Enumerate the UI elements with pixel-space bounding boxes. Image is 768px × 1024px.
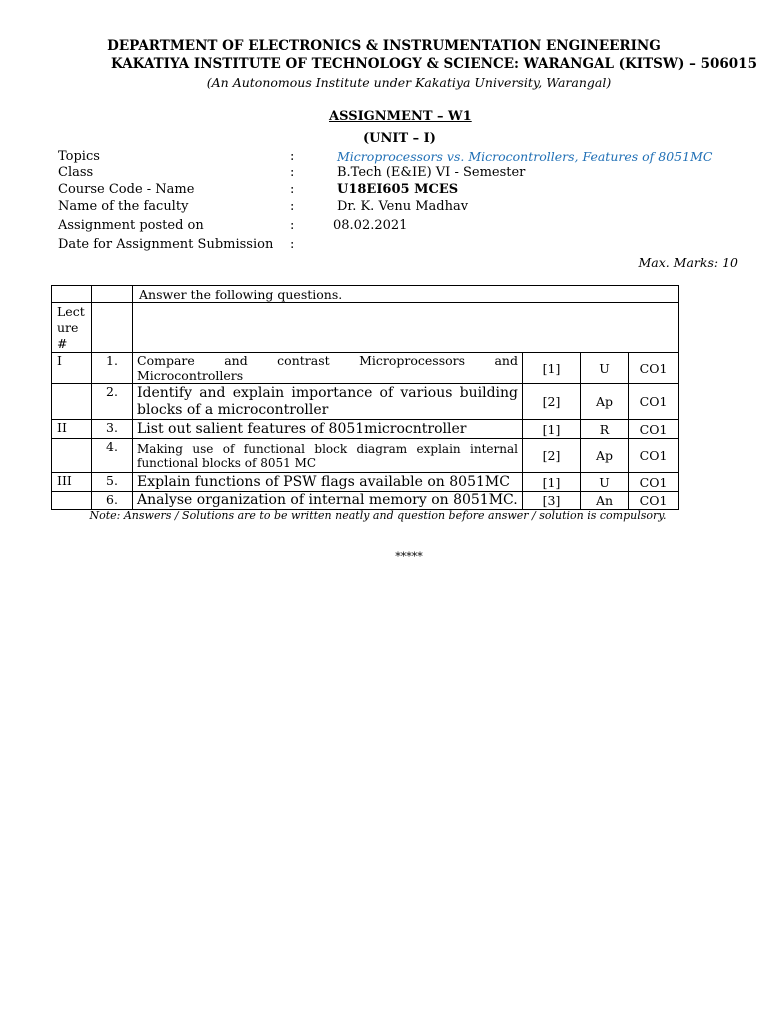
lecture-number: III: [52, 473, 92, 492]
question-text: Compare and contrast Microprocessors and Microcontrollers: [133, 353, 523, 384]
lecture-number: [52, 439, 92, 473]
blooms-level: U: [581, 473, 629, 492]
table-row: [52, 353, 679, 384]
table-instruction-row: [52, 286, 679, 303]
meta-label: Date for Assignment Submission: [58, 237, 274, 252]
meta-value-topics: Microprocessors vs. Microcontrollers, Features of 8051MC: [337, 149, 713, 164]
table-cell: [52, 286, 92, 303]
question-marks: [1]: [523, 353, 581, 384]
department-heading: DEPARTMENT OF ELECTRONICS & INSTRUMENTATION ENGINEERING: [107, 38, 661, 54]
question-number: 5.: [92, 473, 133, 492]
meta-colon: :: [290, 218, 295, 233]
lecture-number: I: [52, 353, 92, 384]
question-number: 4.: [92, 439, 133, 473]
institute-heading: KAKATIYA INSTITUTE OF TECHNOLOGY & SCIENCE: WARANGAL (KITSW) – 506015: [111, 56, 757, 72]
questions-table: [51, 285, 679, 510]
question-number: 1.: [92, 353, 133, 384]
question-marks: [3]: [523, 492, 581, 510]
course-outcome: CO1: [629, 353, 679, 384]
question-number: 6.: [92, 492, 133, 510]
question-text: Identify and explain importance of various building blocks of a microcontroller: [133, 384, 523, 420]
table-cell: [133, 303, 679, 353]
question-marks: [1]: [523, 473, 581, 492]
question-text: Explain functions of PSW flags available on 8051MC: [133, 473, 523, 492]
question-marks: [2]: [523, 384, 581, 420]
blooms-level: U: [581, 353, 629, 384]
lecture-number: [52, 384, 92, 420]
meta-label: Name of the faculty: [58, 199, 189, 214]
question-marks: [2]: [523, 439, 581, 473]
table-row: [52, 492, 679, 510]
course-outcome: CO1: [629, 420, 679, 439]
meta-colon: :: [290, 199, 295, 214]
question-number: 2.: [92, 384, 133, 420]
question-marks: [1]: [523, 420, 581, 439]
blooms-level: Ap: [581, 384, 629, 420]
lecture-header: Lect ure #: [52, 303, 92, 353]
assignment-title: ASSIGNMENT – W1: [329, 109, 472, 124]
lecture-number: II: [52, 420, 92, 439]
max-marks: Max. Marks: 10: [638, 255, 738, 270]
meta-colon: :: [290, 182, 295, 197]
end-mark: *****: [395, 550, 423, 563]
blooms-level: Ap: [581, 439, 629, 473]
instruction-text: Answer the following questions.: [133, 286, 679, 303]
meta-value-faculty: Dr. K. Venu Madhav: [337, 199, 469, 214]
blooms-level: R: [581, 420, 629, 439]
note-text: Note: Answers / Solutions are to be written neatly and question before answer / solution is compulsory.: [89, 509, 667, 522]
meta-label: Topics: [58, 149, 100, 164]
meta-colon: :: [290, 237, 295, 252]
table-row: [52, 384, 679, 420]
table-header-row: [52, 303, 679, 353]
blooms-level: An: [581, 492, 629, 510]
table-row: [52, 473, 679, 492]
question-number: 3.: [92, 420, 133, 439]
course-outcome: CO1: [629, 439, 679, 473]
table-row: [52, 420, 679, 439]
course-outcome: CO1: [629, 473, 679, 492]
question-text: Analyse organization of internal memory on 8051MC.: [133, 492, 523, 510]
course-outcome: CO1: [629, 492, 679, 510]
question-text: Making use of functional block diagram explain internal functional blocks of 8051 MC: [133, 439, 523, 473]
meta-label: Class: [58, 165, 94, 180]
table-cell: [92, 286, 133, 303]
meta-colon: :: [290, 165, 295, 180]
meta-value-course: U18EI605 MCES: [337, 182, 459, 197]
unit-label: (UNIT – I): [363, 131, 436, 146]
question-text: List out salient features of 8051microcntroller: [133, 420, 523, 439]
meta-value-posted: 08.02.2021: [333, 218, 408, 233]
table-row: [52, 439, 679, 473]
meta-label: Course Code - Name: [58, 182, 195, 197]
meta-value-class: B.Tech (E&IE) VI - Semester: [337, 165, 526, 180]
table-cell: [92, 303, 133, 353]
lecture-number: [52, 492, 92, 510]
meta-colon: :: [290, 149, 295, 164]
meta-label: Assignment posted on: [58, 218, 204, 233]
course-outcome: CO1: [629, 384, 679, 420]
institute-subtitle: (An Autonomous Institute under Kakatiya University, Warangal): [206, 75, 612, 90]
